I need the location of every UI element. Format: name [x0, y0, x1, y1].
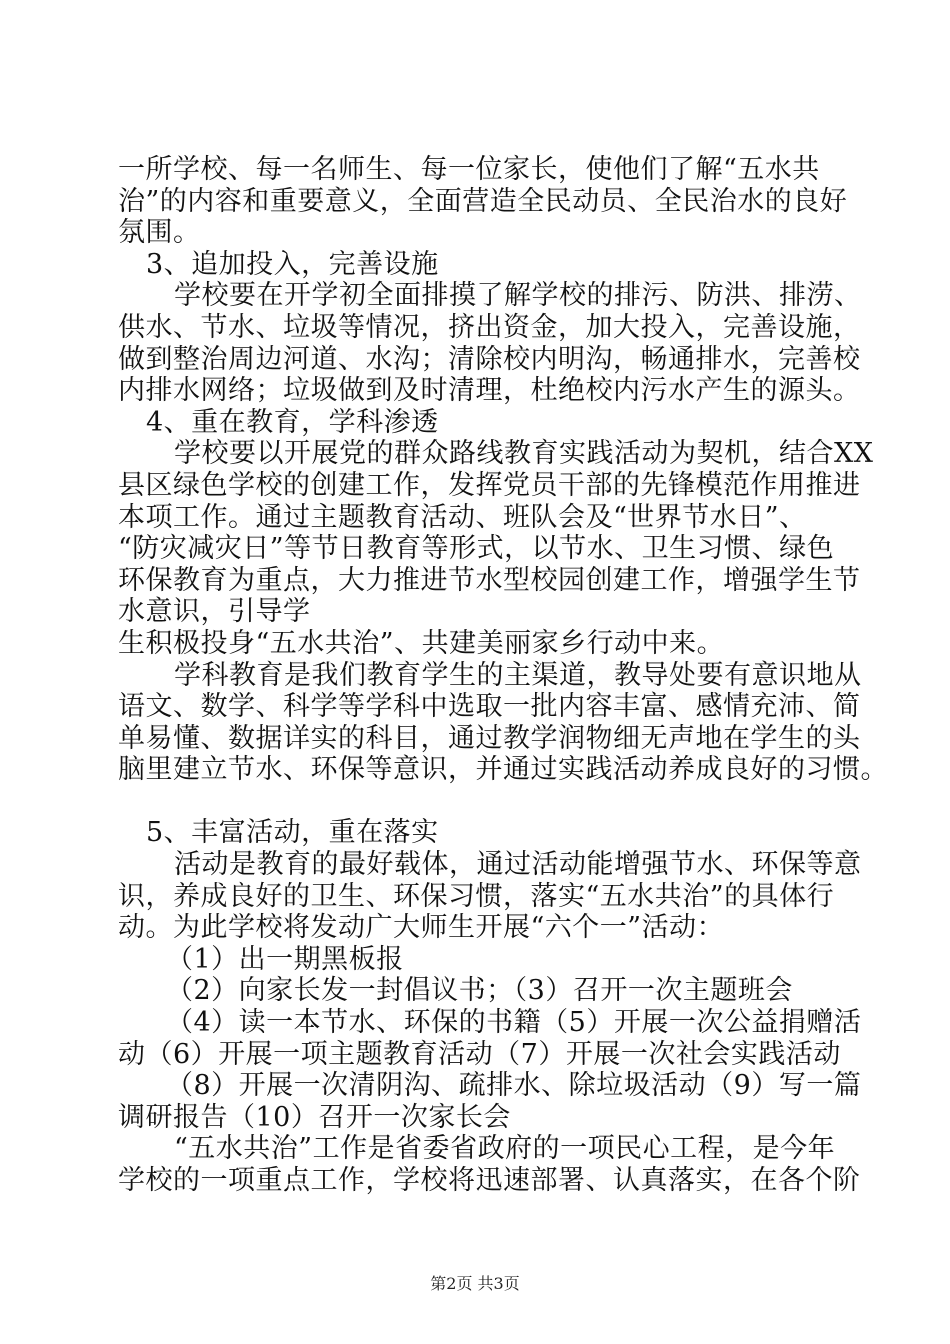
text-line: 学校的一项重点工作，学校将迅速部署、认真落实，在各个阶 — [118, 1165, 861, 1196]
text-line: 做到整治周边河道、水沟；清除校内明沟，畅通排水，完善校 — [118, 343, 861, 375]
text-line: 调研报告（10）召开一次家长会 — [118, 1101, 511, 1133]
section-heading-4: 4、重在教育，学科渗透 — [146, 406, 439, 438]
list-item: （2）向家长发一封倡议书；（3）召开一次主题班会 — [166, 975, 793, 1007]
paragraph-gap — [118, 786, 838, 818]
text-line: “五水共治”工作是省委省政府的一项民心工程，是今年 — [174, 1133, 836, 1165]
text-line: 单易懂、数据详实的科目，通过教学润物细无声地在学生的头 — [118, 722, 861, 754]
list-item: （8）开展一次清阴沟、疏排水、除垃圾活动（9）写一篇 — [166, 1070, 862, 1102]
text-line: 学校要以开展党的群众路线教育实践活动为契机，结合XX — [174, 438, 874, 470]
text-line: 供水、节水、垃圾等情况，挤出资金，加大投入，完善设施， — [118, 311, 861, 343]
text-line: 学科教育是我们教育学生的主渠道，教导处要有意识地从 — [174, 659, 862, 691]
text-line: 内排水网络；垃圾做到及时清理，杜绝校内污水产生的源头。 — [118, 375, 861, 407]
text-line: 脑里建立节水、环保等意识，并通过实践活动养成良好的习惯。 — [118, 754, 888, 786]
text-line: 本项工作。通过主题教育活动、班队会及“世界节水日”、 — [118, 501, 807, 533]
text-line: 氛围。 — [118, 217, 201, 249]
section-heading-5: 5、丰富活动，重在落实 — [146, 817, 439, 849]
text-line: 动。为此学校将发动广大师生开展“六个一”活动： — [118, 912, 725, 944]
text-line: 语文、数学、科学等学科中选取一批内容丰富、感情充沛、简 — [118, 691, 861, 723]
document-body — [118, 154, 888, 1197]
text-line: “防灾减灾日”等节日教育等形式，以节水、卫生习惯、绿色 — [118, 533, 835, 565]
text-line: 县区绿色学校的创建工作，发挥党员干部的先锋模范作用推进 — [118, 469, 861, 501]
text-line: 水意识，引导学 — [118, 596, 311, 628]
section-heading-3: 3、追加投入，完善设施 — [146, 248, 439, 280]
text-line: 学校要在开学初全面排摸了解学校的排污、防洪、排涝、 — [174, 280, 862, 312]
list-item: （4）读一本节水、环保的书籍（5）开展一次公益捐赠活 — [166, 1007, 862, 1039]
text-line: 一所学校、每一名师生、每一位家长，使他们了解“五水共 — [118, 154, 820, 185]
text-line: 识，养成良好的卫生、环保习惯，落实“五水共治”的具体行 — [118, 880, 835, 912]
text-line: 生积极投身“五水共治”、共建美丽家乡行动中来。 — [118, 627, 725, 659]
list-item: （1）出一期黑板报 — [166, 943, 404, 975]
text-line: 动（6）开展一项主题教育活动（7）开展一次社会实践活动 — [118, 1038, 841, 1070]
text-line: 活动是教育的最好载体，通过活动能增强节水、环保等意 — [174, 849, 862, 881]
text-line: 治”的内容和重要意义，全面营造全民动员、全民治水的良好 — [118, 185, 848, 217]
text-line: 环保教育为重点，大力推进节水型校园创建工作，增强学生节 — [118, 564, 861, 596]
page-number-footer: 第2页 共3页 — [430, 1274, 520, 1293]
